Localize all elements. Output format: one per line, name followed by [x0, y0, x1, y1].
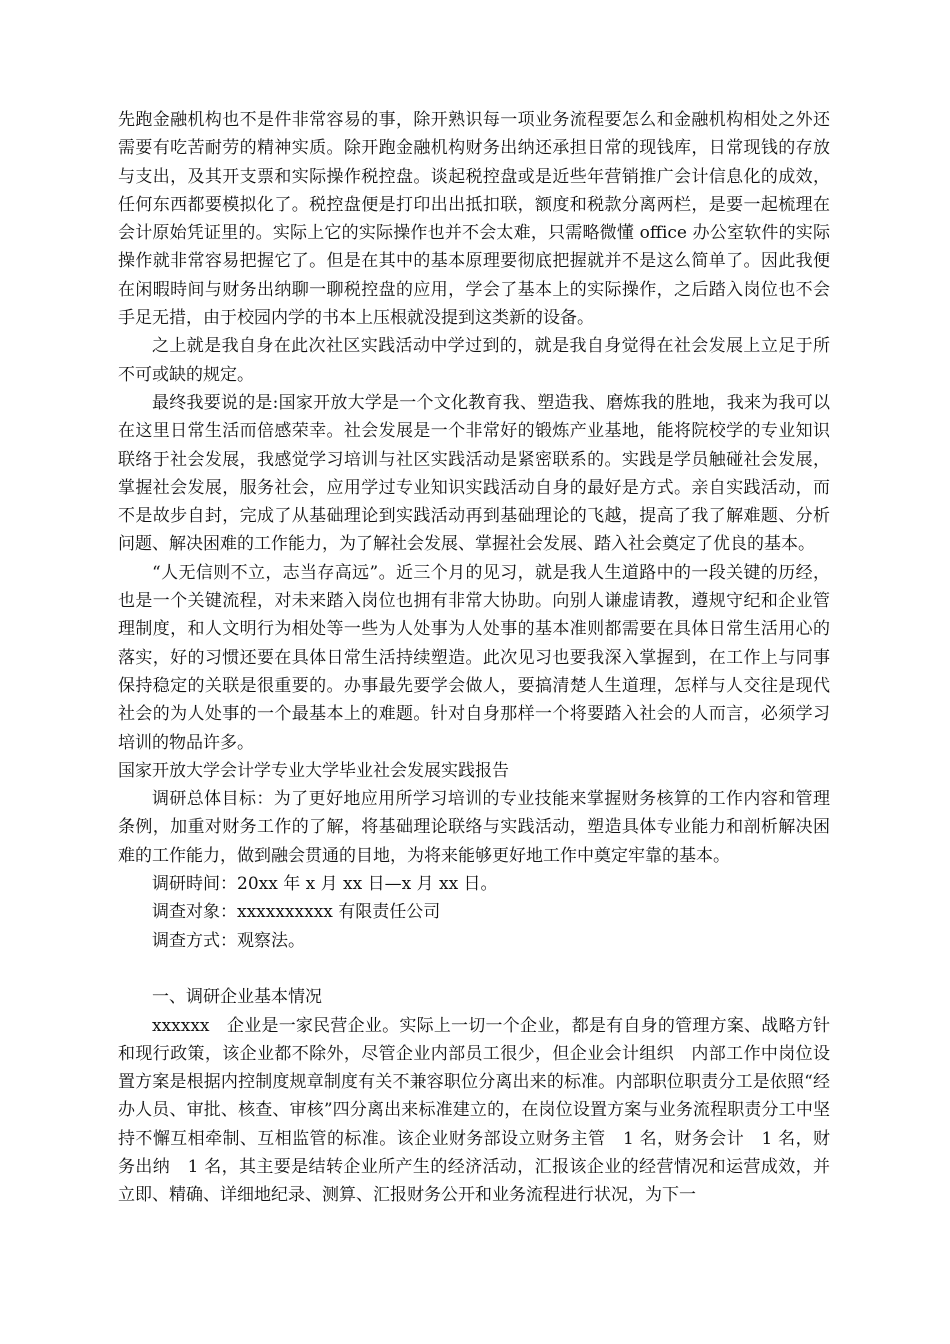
paragraph-research-goal: 调研总体目标：为了更好地应用所学习培训的专业技能来掌握财务核算的工作内容和管理条例，加重对财务工作的了解，将基础理论联络与实践活动，塑造具体专业能力和剖析解决困难的工作能力，做到融会贯通的目地，为将来能够更好地工作中奠定牢靠的基本。	[118, 789, 830, 866]
paragraph-research-method: 调查方式：观察法。	[152, 930, 305, 951]
document-page	[118, 106, 830, 1210]
paragraph-tax-control: 先跑金融机构也不是件非常容易的事，除开熟识每一项业务流程要怎么和金融机构相处之外还需要有吃苦耐劳的精神实质。除开跑金融机构财务出纳还承担日常的现钱库，日常现钱的存放与支出，及其开支票和实际操作税控盘。谈起税控盘或是近些年营销推广会计信息化的成效，任何东西都要模拟化了。税控盘便是打印出出抵扣联，额度和税款分离两栏，是要一起梳理在会计原始凭证里的。实际上它的实际操作也并不会太难，只需略微懂 office 办公室软件的实际操作就非常容易把握它了。但是在其中的基本原理要彻底把握就并不是这么简单了。因此我便在闲暇時间与财务出纳聊一聊税控盘的应用，学会了基本上的实际操作，之后踏入岗位也不会手足无措，由于校园内学的书本上压根就没提到这类新的设备。	[118, 110, 830, 329]
report-title: 国家开放大学会计学专业大学毕业社会发展实践报告	[118, 760, 509, 781]
blank-line	[118, 955, 830, 983]
paragraph-company-info: xxxxxx 企业是一家民营企业。实际上一切一个企业，都是有自身的管理方案、战略方针和现行政策，该企业都不除外，尽管企业内部员工很少，但企业会计组织 内部工作中岗位设置方案是根据内控制度规章制度有关不兼容职位分离出来的标准。内部职位职责分工是依照“经办人员、审批、核查、审核”四分离出来标准建立的，在岗位设置方案与业务流程职责分工中坚持不懈互相牵制、互相监管的标准。该企业财务部设立财务主管 1 名，财务会计 1 名，财务出纳 1 名，其主要是结转企业所产生的经济活动，汇报该企业的经营情况和运营成效，并立即、精确、详细地纪录、测算、汇报财务公开和业务流程进行状况，为下一	[118, 1015, 830, 1206]
paragraph-research-time: 调研時间：20xx 年 x 月 xx 日—x 月 xx 日。	[152, 874, 498, 895]
section-heading: 一、调研企业基本情况	[152, 987, 322, 1008]
paragraph-quote: “人无信则不立，志当存高远”。近三个月的见习，就是我人生道路中的一段关键的历经，也是一个关键流程，对未来踏入岗位也拥有非常大协助。向别人谦虚请教，遵规守纪和企业管理制度，和人文明行为相处等一些为人处事为人处事的基本准则都需要在具体日常生活用心的落实，好的习惯还要在具体日常生活持续塑造。此次见习也要我深入掌握到，在工作上与同事保持稳定的关联是很重要的。办事最先要学会做人，要搞清楚人生道理，怎样与人交往是现代社会的为人处事的一个最基本上的难题。针对自身那样一个将要踏入社会的人而言，必须学习培训的物品许多。	[118, 562, 830, 753]
paragraph-conclusion: 最终我要说的是:国家开放大学是一个文化教育我、塑造我、磨炼我的胜地，我来为我可以在这里日常生活而倍感荣幸。社会发展是一个非常好的锻炼产业基地，能将院校学的专业知识联络于社会发展，我感觉学习培训与社区实践活动是紧密联系的。实践是学员触碰社会发展，掌握社会发展，服务社会，应用学过专业知识实践活动自身的最好是方式。亲自实践活动，而不是故步自封，完成了从基础理论到实践活动再到基础理论的飞越，提高了我了解难题、分析问题、解决困难的工作能力，为了解社会发展、掌握社会发展、踏入社会奠定了优良的基本。	[118, 392, 830, 555]
paragraph-summary: 之上就是我自身在此次社区实践活动中学过到的，就是我自身觉得在社会发展上立足于所不可或缺的规定。	[118, 336, 830, 385]
paragraph-research-object: 调查对象：xxxxxxxxxx 有限责任公司	[152, 902, 441, 923]
